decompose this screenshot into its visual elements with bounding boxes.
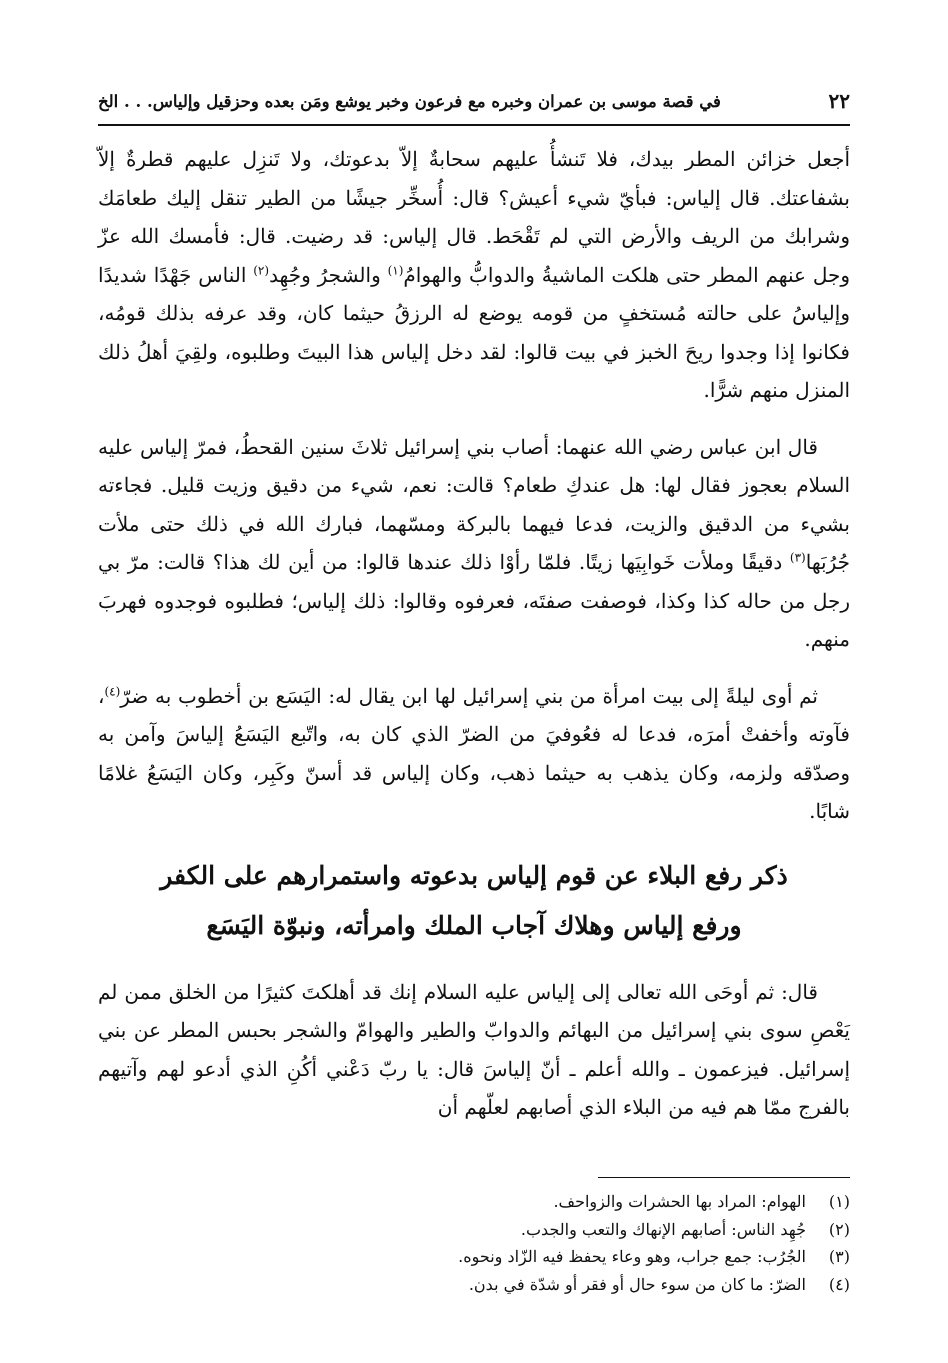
footnote-text: جُهِد الناس: أصابهم الإنهاك والتعب والجدب. xyxy=(520,1219,806,1239)
main-text xyxy=(98,140,850,1145)
paragraph-text: أجعل خزائن المطر بيدك، فلا تَنشأُ عليهم سحابةٌ إلاّ بدعوتك، ولا تَنزِل عليهم قطرةٌ إلاّ بشفاعتك. قال إلياس: فبأيّ شيء أعيش؟ قال: أُسخِّر جيشًا من الطير تنقل إليك طعامَك وشرابك من الريف والأرض التي لم تَقْحَط. قال إلياس: قد رضيت. قال: فأمسك الله عزّ وجل عنهم المطر حتى هلكت الماشيةُ والدوابُّ والهوامُ xyxy=(98,147,850,287)
footnote-2 xyxy=(98,1216,850,1244)
paragraph-4 xyxy=(98,973,850,1127)
footnote-number: (٤) xyxy=(828,1274,850,1294)
page-header xyxy=(98,78,850,126)
paragraph-2 xyxy=(98,428,850,659)
running-title: في قصة موسى بن عمران وخبره مع فرعون وخبر يوشع ومَن بعده وحزقيل وإلياس. . . الخ xyxy=(98,91,721,111)
footnotes xyxy=(98,1188,850,1298)
footnote-number: (١) xyxy=(828,1192,850,1211)
footnote-ref: (٢) xyxy=(253,262,270,277)
footnote-ref: (١) xyxy=(387,262,404,277)
footnote-number: (٣) xyxy=(828,1247,850,1266)
paragraph-text: ، فآوته وأخفتْ أمرَه، فدعا له فعُوفيَ من الضرّ الذي كان به، واتّبع اليَسَعُ إلياسَ وآمن به وصدّقه ولزمه، وكان يذهب به حيثما ذهب، وكان إلياس قد أسنّ وكَبِر، وكان اليَسَعُ غلامًا شابًا. xyxy=(98,683,850,823)
paragraph-1 xyxy=(98,140,850,410)
footnote-3 xyxy=(98,1243,850,1271)
footnote-1 xyxy=(98,1188,850,1216)
section-heading-line-1: ذكر رفع البلاء عن قوم إلياس بدعوته واستمرارهم على الكفر xyxy=(160,860,788,890)
footnote-text: الجُرُب: جمع جراب، وهو وعاء يحفظ فيه الزّاد ونحوه. xyxy=(458,1247,806,1266)
footnote-ref: (٣) xyxy=(789,550,806,565)
section-heading xyxy=(98,851,850,951)
page-number: ٢٢ xyxy=(828,89,850,113)
footnote-text: الهوام: المراد بها الحشرات والزواحف. xyxy=(553,1192,806,1211)
section-heading-line-2: ورفع إلياس وهلاك آجاب الملك وامرأته، ونبوّة اليَسَع xyxy=(206,910,742,940)
paragraph-text: والشجرُ وجُهِد xyxy=(269,262,388,287)
footnote-ref: (٤) xyxy=(104,683,121,698)
footnote-4 xyxy=(98,1271,850,1299)
paragraph-text: قال ابن عباس رضي الله عنهما: أصاب بني إسرائيل ثلاثَ سنين القحطُ، فمرّ إلياس عليه السلام بعجوز فقال لها: هل عندكِ طعام؟ قالت: نعم، شيء من دقيق وزيت قليل. فجاءته بشيء من الدقيق والزيت، فدعا فيهما بالبركة ومسّهما، فبارك الله في ذلك حتى ملأت جُرُبَها xyxy=(98,434,851,574)
paragraph-3 xyxy=(98,677,850,831)
footnote-number: (٢) xyxy=(828,1219,850,1239)
footnote-text: الضرّ: ما كان من سوء حال أو فقر أو شدّة في بدن. xyxy=(468,1274,806,1294)
paragraph-text: دقيقًا وملأت خَوابِيَها زيتًا. فلمّا رأوْا ذلك عندها قالوا: من أين لك هذا؟ قالت: مرّ بي رجل من حاله كذا وكذا، فوصفت صفتَه، فعرفوه وقالوا: ذلك إلياس؛ فطلبوه فوجدوه فهربَ منهم. xyxy=(98,550,850,651)
paragraph-text: ثم أوى ليلةً إلى بيت امرأة من بني إسرائيل لها ابن يقال له: اليَسَع بن أخطوب به ضرّ xyxy=(120,683,818,708)
footnote-divider xyxy=(598,1177,850,1178)
paragraph-text: قال: ثم أوحَى الله تعالى إلى إلياس عليه السلام إنك قد أهلكتَ كثيرًا من الخلق ممن لم يَعْصِ سوى بني إسرائيل من البهائم والدوابّ والطير والهوامّ والشجر بحبس المطر عن بني إسرائيل. فيزعمون ـ والله أعلم ـ أنّ إلياسَ قال: يا ربّ دَعْني أكُنِ الذي أدعو لهم وآتيهم بالفرج ممّا هم فيه من البلاء الذي أصابهم لعلّهم أن xyxy=(98,979,850,1119)
paragraph-text: الناس جَهْدًا شديدًا وإلياسُ على حالته مُستخفٍ من قومه يوضع له الرزقُ حيثما كان، وقد عرفه بذلك قومُه، فكانوا إذا وجدوا ريحَ الخبز في بيت قالوا: لقد دخل إلياس هذا البيتَ وطلبوه، ولقِيَ أهلُ ذلك المنزل منهم شرًّا. xyxy=(98,262,850,402)
